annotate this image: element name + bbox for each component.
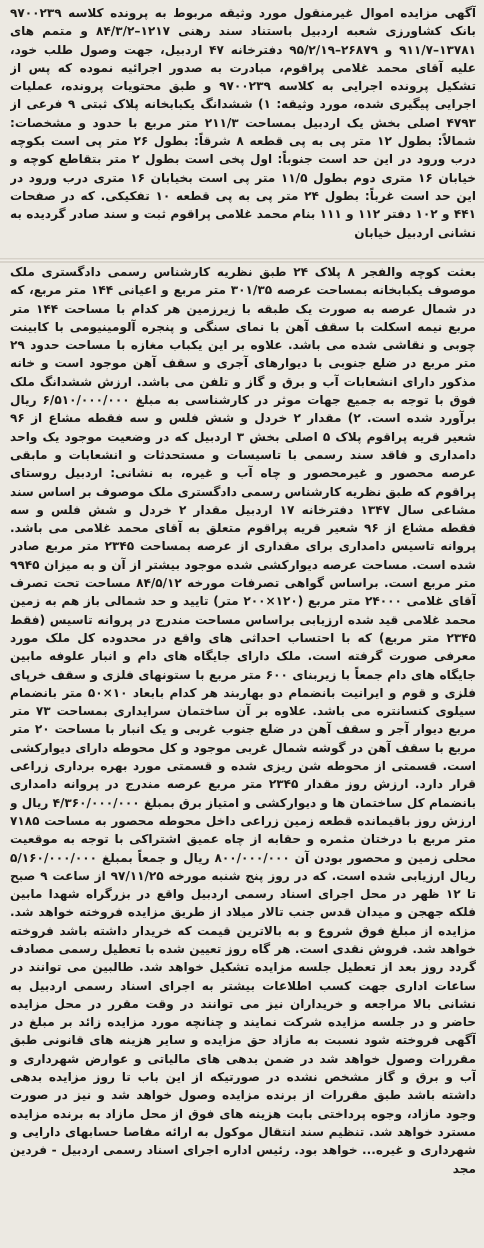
notice-bottom-text: بعثت کوچه والفجر ۸ پلاک ۲۴ طبق نظریه کارشناس رسمی دادگستری ملک موصوف یکبابخانه بمساحت عرصه ۳۰۱/۳۵ متر مربع و اعیانی ۱۴۴ متر مربع، که در شمال عرصه به صورت یک طبقه با زیرزمین هر کدام با مساحت ۱۴۴ متر مربع نیمه اسکلت با سقف آهن با نمای سنگی و پنجره آلومینیومی با کابینت چوبی و نقاشی شده می باشد. علاوه بر این یکباب مغازه با مساحت حدود ۲۹ متر مربع در ضلع جنوبی با دیوارهای آجری و سقف آهن موجود است و خانه مذکور دارای انشعابات آب و برق و گاز و تلفن می باشد. ارزش ششدانگ ملک فوق با توجه به جمیع جهات موثر در کارشناسی به مبلغ ۶/۵۱۰/۰۰۰/۰۰۰ ریال برآورد شده است. ۲) مقدار ۲ خردل و شش فلس و سه فقطه مشاع از ۹۶ شعیر قریه پراقوم پلاک ۵ اصلی بخش ۳ اردبیل که در وضعیت موجود یک واحد دامداری و فاقد سند رسمی با تاسیسات و مستحدثات و انشعابات و مابقی عرصه محصور و غیرمحصور و چاه آب و غیره، به نشانی: اردبیل روستای پراقوم که طبق نظریه کارشناس رسمی دادگستری ملک موصوف بر اساس سند مشاعی سال ۱۳۴۷ دفترخانه ۱۷ اردبیل مقدار ۲ خردل و شش فلس و سه فقطه مشاع از ۹۶ شعیر قریه پراقوم متعلق به آقای محمد غلامی می باشد. پروانه تاسیس دامداری برای مقداری از عرصه بمساحت ۲۳۴۵ متر مربع صادر شده است. مساحت عرصه دیوارکشی شده موجود بیشتر از آن و به میزان ۹۹۴۵ متر مربع است. براساس گواهی تصرفات مورخه ۸۴/۵/۱۲ مساحت تحت تصرف آقای غلامی ۲۴۰۰۰ متر مربع (۱۲۰×۲۰۰ متر) تایید و حد شمالی باز هم به زمین محمد غلامی قید شده ارزیابی براساس مساحت مندرج در پروانه تاسیس (فقط ۲۳۴۵ متر مربع) که با احتساب احداثی های واقع در محدوده کل ملک مورد معرفی صورت گرفته است. ملک دارای جایگاه های دام و انبار علوفه مابین جایگاه های دام جمعاً با زیربنای ۶۰۰ متر مربع با ستونهای فلزی و سقف خرپای فلزی و قوم و ایرانیت بانضمام دو بهاربند هر کدام بابعاد ۱۰×۵۰ متر بانضمام سیلوی کنسانتره می باشد. علاوه بر آن ساختمان سرایداری بمساحت ۷۳ متر مربع دیوار آجر و سقف آهن در ضلع جنوب غربی و یک انبار با مساحت ۲۰ متر مربع با سقف آهن در گوشه شمال غربی موجود و کل محوطه دارای دیوارکشی است. قسمتی از محوطه شن ریزی شده و قسمتی مورد بهره برداری زراعی قرار دارد. ارزش روز مقدار ۲۳۴۵ متر مربع عرصه مندرج در پروانه دامداری بانضمام کل ساختمان ها و دیوارکشی و امتیاز برق بمبلغ ۴/۳۶۰/۰۰۰/۰۰۰ ریال و ارزش روز باقیمانده قطعه زمین زراعی داخل محوطه محصور به مساحت ۷۱۸۵ متر مربع با درختان مثمره و حقابه از چاه عمیق اشتراکی با توجه به موقعیت محلی زمین و محصور بودن آن ۸۰۰/۰۰۰/۰۰۰ ریال و جمعاً بمبلغ ۵/۱۶۰/۰۰۰/۰۰۰ ریال ارزیابی شده است. که در روز پنج شنبه مورخه ۹۷/۱۱/۲۵ از ساعت ۹ صبح تا ۱۲ ظهر در محل اجرای اسناد رسمی اردبیل واقع در بزرگراه شهدا مابین فلکه جهجن و میدان قدس جنب تالار میلاد از طریق مزایده فروخته خواهد شد. مزایده از مبلغ فوق شروع و به بالاترین قیمت که خریدار داشته باشد فروخته خواهد شد. فروش نقدی است. هر گاه روز تعیین شده با تعطیل رسمی مصادف گردد روز بعد از تعطیل جلسه مزایده تشکیل خواهد شد. طالبین می توانند در ساعات اداری جهت کسب اطلاعات بیشتر به اجرای اسناد رسمی اردبیل به نشانی بالا مراجعه و خریداران نیز می توانند در وقت مقرر در محل مزایده حاضر و در جلسه مزایده شرکت نمایند و چنانچه مورد مزایده زائد بر مبلغ در آگهی فروخته شود نسبت به مازاد حق مزایده و سایر هزینه های قانونی طبق مقررات وصول خواهد شد در ضمن بدهی های مالیاتی و عوارض شهرداری و آب و برق و گاز مشخص نشده در صورتیکه از این باب تا روز مزایده بدهی داشته باشد طبق مقررات از برنده مزایده وصول خواهد شد و نیز در صورت وجود مازاد، وجوه پرداختی بابت هزینه های فوق از محل مازاد به برنده مزایده مسترد خواهد شد. تنظیم سند انتقال موکول به ارائه مفاصا حسابهای دارایی و شهرداری و غیره... خواهد بود. رئیس اداره اجرای اسناد رسمی اردبیل - فردین مجد: [10, 265, 476, 1176]
notice-top-paragraph: [10, 4, 476, 258]
notice-bottom-paragraph: [10, 263, 476, 1242]
notice-top-text: آگهی مزایده اموال غیرمنقول مورد وثیقه مربوط به پرونده کلاسه ۹۷۰۰۲۳۹ بانک کشاورزی شعبه اردبیل باستناد سند رهنی ۱۲۱۷–۸۴/۳/۲ و متمم های ۱۳۷۸۱–۹۱۱/۷ و ۲۶۸۷۹–۹۵/۲/۱۹ دفترخانه ۴۷ اردبیل، جهت وصول طلب خود، علیه آقای محمد غلامی پراقوم، مبادرت به صدور اجرائیه نموده که پس از تشکیل پرونده اجرایی به کلاسه ۹۷۰۰۲۳۹ و طبق محتویات پرونده، عملیات اجرایی پیگیری شده، مورد وثیقه: ۱) ششدانگ یکبابخانه پلاک ثبتی ۹ فرعی از ۴۷۹۳ اصلی بخش یک اردبیل بمساحت ۲۱۱/۳ متر مربع با حدود و مشخصات: شمالاً: بطول ۱۲ متر پی به پی قطعه ۸ شرقاً: بطول ۲۶ متر پی است بکوچه درب ورود در این حد است جنوباً: اول پخی است بطول ۲ متر بتقاطع کوچه و خیابان ۱۶ متری دوم بطول ۱۱/۵ متر پی است بخیابان ۱۶ متری درب ورود در این حد است غرباً: بطول ۲۴ متر پی به پی قطعه ۱۰ تفکیکی. که در صفحات ۴۴۱ و ۱۰۲ دفتر ۱۱۲ و ۱۱۱ بنام محمد غلامی پراقوم ثبت و سند صادر گردیده به نشانی اردبیل خیابان: [10, 6, 476, 240]
